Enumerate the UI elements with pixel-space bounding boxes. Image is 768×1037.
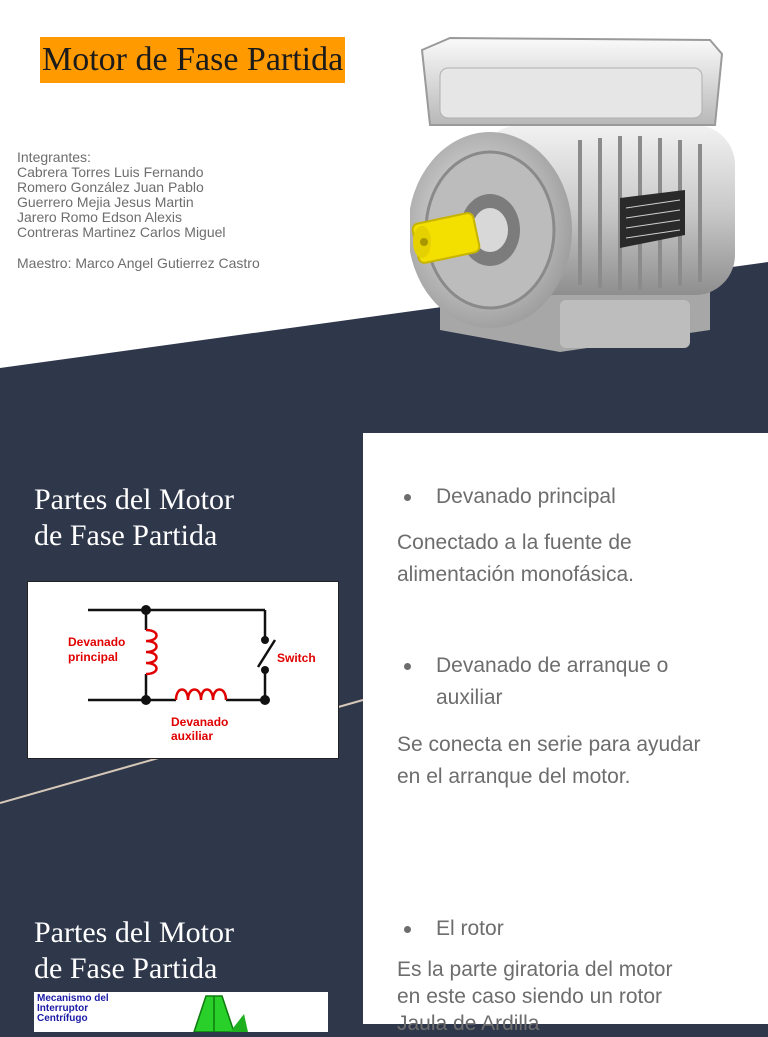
bullet-text-line: auxiliar [436,686,503,709]
main-winding-label-line: Devanado [68,635,126,649]
slide-title: Motor de Fase Partida [40,37,345,83]
members-label: Integrantes: [17,149,91,165]
centrifugal-switch-image [34,992,328,1032]
centrifugal-mechanism-icon [34,992,328,1032]
paragraph [397,729,701,793]
section-title-line: Partes del Motor [34,483,234,516]
member-name: Cabrera Torres Luis Fernando [17,164,204,180]
paragraph [397,956,672,1037]
aux-winding-label-line: Devanado [171,715,229,729]
section-title-line: de Fase Partida [34,952,218,985]
bullet-text: Devanado principal [436,485,616,508]
paragraph-line: Conectado a la fuente de [397,531,632,554]
member-name: Contreras Martinez Carlos Miguel [17,224,226,240]
mech-label-line: Centrífugo [37,1013,88,1024]
bullet-dot-icon [404,663,411,670]
section-title [34,915,234,987]
paragraph-line: en el arranque del motor. [397,765,631,788]
bullet-text-line: Devanado de arranque o [436,654,669,677]
paragraph-line: Es la parte giratoria del motor [397,958,673,981]
title-slide [0,0,768,420]
paragraph-line: en este caso siendo un rotor [397,985,663,1008]
main-winding-label-line: principal [68,650,119,664]
paragraph-line: Se conecta en serie para ayudar [397,733,701,756]
bullet-dot-icon [404,494,411,501]
teacher-name: Maestro: Marco Angel Gutierrez Castro [17,255,260,271]
mech-label-line: Interruptor [37,1003,89,1014]
motor-photo-icon [410,30,750,360]
paragraph-line: alimentación monofásica. [397,563,634,586]
section-title [34,482,234,554]
members-list [17,150,226,240]
bullet-dot-icon [404,926,411,933]
aux-winding-label-line: auxiliar [171,729,214,743]
paragraph-line: Jaula de Ardilla [397,1012,540,1035]
circuit-diagram [27,581,339,759]
circuit-schematic [28,582,338,758]
section-title-line: Partes del Motor [34,916,234,949]
mech-label-line: Mecanismo del [37,993,109,1004]
bullet-text: El rotor [436,917,504,940]
switch-label: Switch [277,651,316,665]
bullet-text [436,650,668,714]
member-name: Jarero Romo Edson Alexis [17,209,182,225]
paragraph [397,527,634,591]
member-name: Romero González Juan Pablo [17,179,204,195]
member-name: Guerrero Mejia Jesus Martin [17,194,194,210]
section-title-line: de Fase Partida [34,519,218,552]
